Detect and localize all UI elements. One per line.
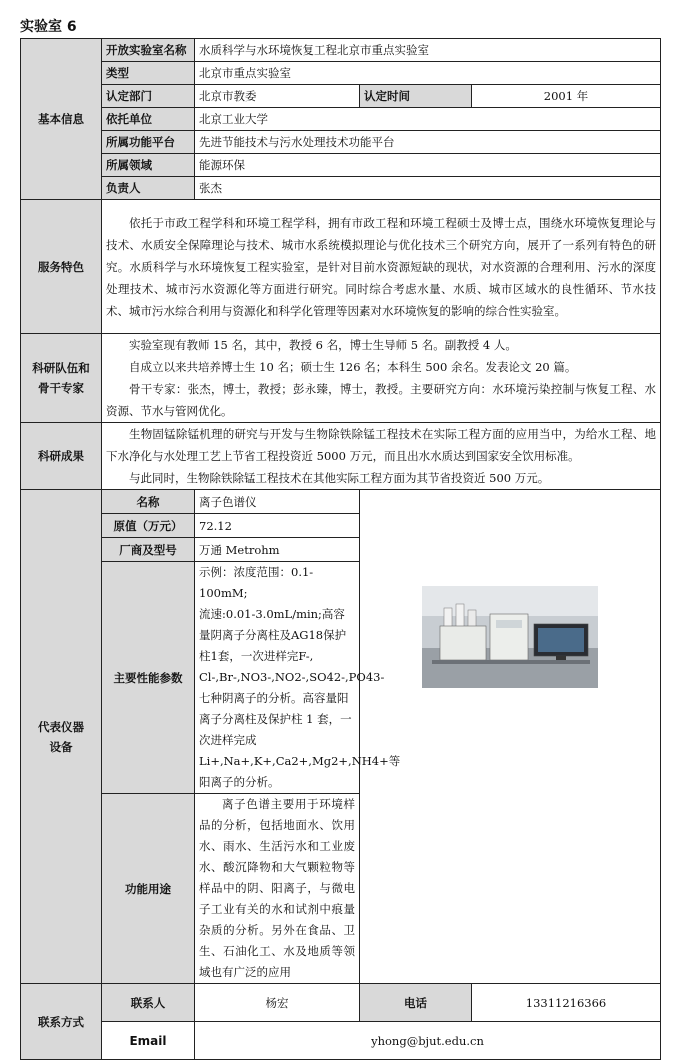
lab-title: 实验室 6: [20, 19, 77, 35]
contact-email-label: Email: [102, 1022, 195, 1060]
lab-name-value: 水质科学与水环境恢复工程北京市重点实验室: [195, 39, 661, 62]
team-text: 实验室现有教师 15 名，其中，教授 6 名，博士生导师 5 名。副教授 4 人。 自成立以来共培养博士生 10 名；硕士生 126 名；本科生 500 余名。发表论文 20 篇。 骨干专家：张杰，博士，教授；彭永臻，博士，教授。主要研究方向：水环境污染控制与恢复工程、水资源、节水与管网优化。: [102, 334, 661, 423]
platform-value: 先进节能技术与污水处理技术功能平台: [195, 131, 661, 154]
results-text: 生物固锰除锰机理的研究与开发与生物除铁除锰工程技术在实际工程方面的应用当中，为给水工程、地下水净化与水处理工艺上节省工程投资近 5000 万元，而且出水水质达到国家安全饮用标准。 与此同时，生物除铁除锰工程技术在其他实际工程方面为其节省投资近 500 万元。: [102, 423, 661, 490]
dept-value: 北京市教委: [195, 85, 360, 108]
section-results: 科研成果: [21, 423, 102, 490]
head-value: 张杰: [195, 177, 661, 200]
instrument-maker-label: 厂商及型号: [102, 538, 195, 562]
contact-person-label: 联系人: [102, 984, 195, 1022]
instrument-name-label: 名称: [102, 490, 195, 514]
instrument-value-label: 原值（万元）: [102, 514, 195, 538]
instrument-name-value: 离子色谱仪: [195, 490, 360, 514]
instrument-value: 72.12: [195, 514, 360, 538]
section-contact: 联系方式: [21, 984, 102, 1060]
head-label: 负责人: [102, 177, 195, 200]
instrument-photo: [422, 586, 598, 688]
contact-phone-value: 13311216366: [472, 984, 661, 1022]
contact-email-value[interactable]: yhong@bjut.edu.cn: [195, 1022, 661, 1060]
instrument-use-value: 离子色谱主要用于环境样品的分析，包括地面水、饮用水、雨水、生活污水和工业废水、酸沉降物和大气颗粒物等样品中的阴、阳离子，与微电子工业有关的水和试剂中痕量杂质的分析。另外在食品、卫生、石油化工、水及地质等领域也有广泛的应用: [195, 794, 360, 984]
section-team: 科研队伍和 骨干专家: [21, 334, 102, 423]
section-basic-info: 基本信息: [21, 39, 102, 200]
field-value: 能源环保: [195, 154, 661, 177]
contact-phone-label: 电话: [360, 984, 472, 1022]
instrument-perf-label: 主要性能参数: [102, 562, 195, 794]
unit-label: 依托单位: [102, 108, 195, 131]
instrument-photo-cell: [360, 490, 661, 984]
platform-label: 所属功能平台: [102, 131, 195, 154]
section-features: 服务特色: [21, 200, 102, 334]
contact-person-value: 杨宏: [195, 984, 360, 1022]
unit-value: 北京工业大学: [195, 108, 661, 131]
lab-info-table: [20, 38, 661, 1060]
instrument-use-label: 功能用途: [102, 794, 195, 984]
type-label: 类型: [102, 62, 195, 85]
time-label: 认定时间: [360, 85, 472, 108]
lab-name-label: 开放实验室名称: [102, 39, 195, 62]
features-text: 依托于市政工程学科和环境工程学科，拥有市政工程和环境工程硕士及博士点，围绕水环境恢复理论与技术、水质安全保障理论与技术、城市水系统模拟理论与优化技术三个研究方向，展开了一系列有特色的研究。水质科学与水环境恢复工程实验室，是针对目前水资源短缺的现状，对水资源的合理利用、污水的深度处理技术、城市污水资源化等方面进行研究。同时综合考虑水量、水质、城市区域水的良性循环、节水技术、城市污水综合利用与资源化和科学化管理等因素对水环境恢复的影响的综合性实验室。: [102, 200, 661, 334]
field-label: 所属领域: [102, 154, 195, 177]
dept-label: 认定部门: [102, 85, 195, 108]
instrument-perf-value: 示例：浓度范围：0.1-100mM; 流速:0.01-3.0mL/min;高容量阴离子分离柱及AG18保护柱1套，一次进样完F-, Cl-,Br-,NO3-,NO2-,SO42-,PO43-七种阴离子的分析。高容量阳离子分离柱及保护柱 1 套，一次进样完成Li+,Na+,K+,Ca2+,Mg2+,NH4+等阳离子的分析。: [195, 562, 360, 794]
section-instrument: 代表仪器 设备: [21, 490, 102, 984]
type-value: 北京市重点实验室: [195, 62, 661, 85]
time-value: 2001 年: [472, 85, 661, 108]
instrument-maker-value: 万通 Metrohm: [195, 538, 360, 562]
